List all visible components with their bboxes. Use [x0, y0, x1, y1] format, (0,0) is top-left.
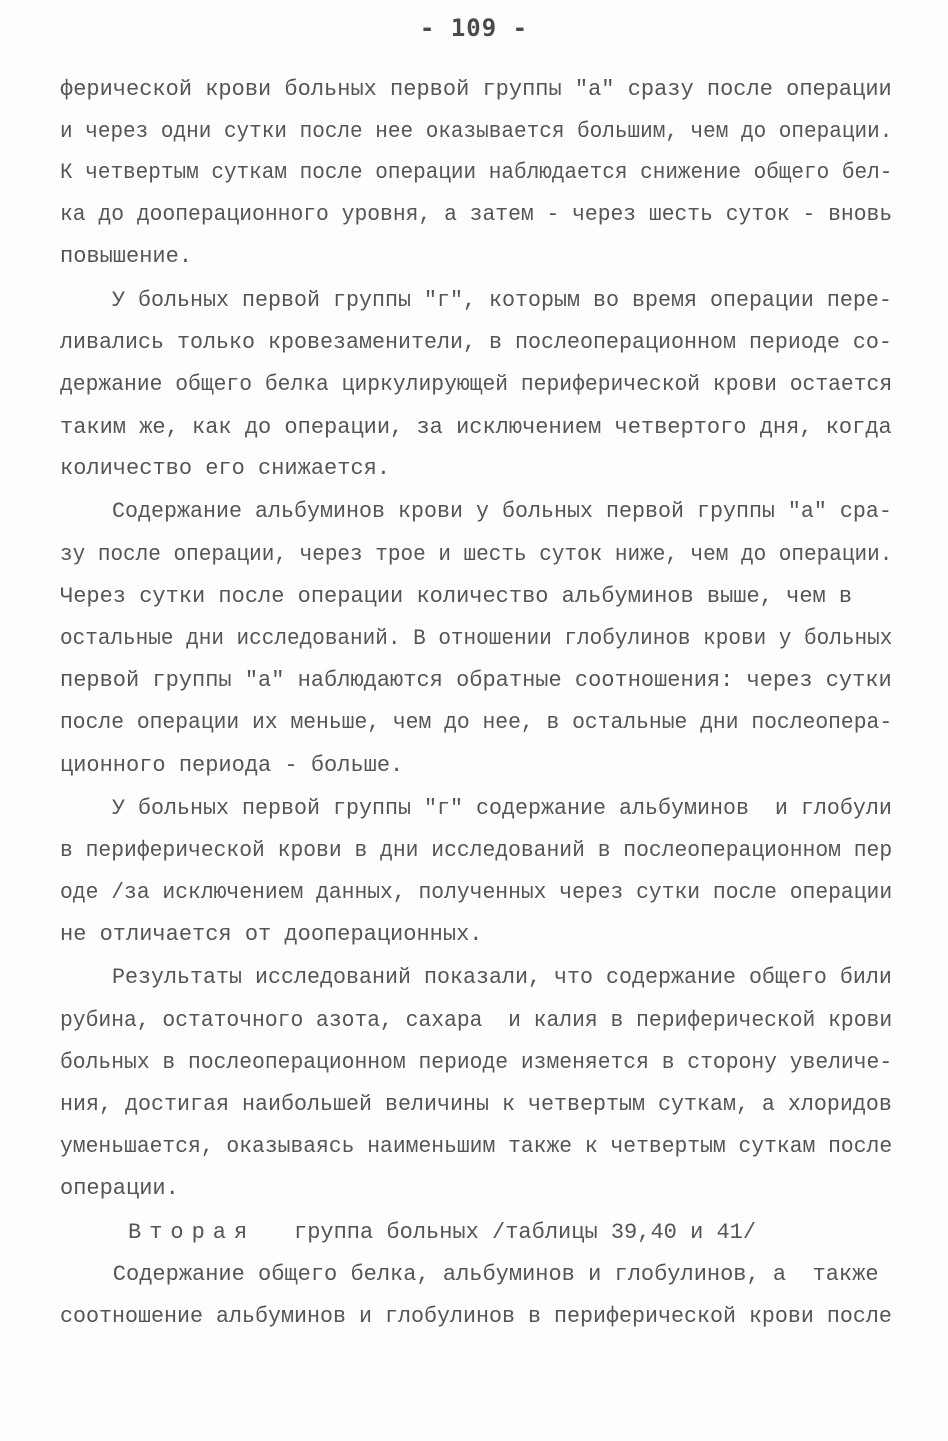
- text-line: У больных первой группы "г", которым во время операции пере-: [60, 288, 892, 313]
- text-line: ния, достигая наибольшей величины к четвертым суткам, а хлоридов: [60, 1092, 892, 1117]
- text-line: уменьшается, оказываясь наименьшим также к четвертым суткам после: [60, 1134, 893, 1159]
- text-line: К четвертым суткам после операции наблюдается снижение общего бел-: [60, 160, 893, 185]
- text-line: зу после операции, через трое и шесть суток ниже, чем до операции.: [60, 542, 893, 567]
- text-line: остальные дни исследований. В отношении глобулинов крови у больных: [60, 626, 893, 651]
- text-line: не отличается от дооперационных.: [60, 922, 483, 947]
- page-number: - 109 -: [419, 14, 529, 42]
- text-line: и через одни сутки после нее оказывается большим, чем до операции.: [60, 119, 893, 144]
- text-line: после операции их меньше, чем до нее, в остальные дни послеопера-: [60, 710, 893, 735]
- text-line: количество его снижается.: [60, 456, 391, 481]
- text-line: таким же, как до операции, за исключением четвертого дня, когда: [60, 415, 892, 440]
- text-line: ка до дооперационного уровня, а затем - через шесть суток - вновь: [60, 202, 893, 227]
- text-line: ционного периода - больше.: [60, 753, 404, 778]
- text-line: Результаты исследований показали, что содержание общего били: [60, 965, 892, 990]
- text-line: операции.: [60, 1176, 179, 1201]
- text-line: соотношение альбуминов и глобулинов в периферической крови после: [60, 1304, 892, 1329]
- section-heading: группа больных /таблицы 39,40 и 41/: [294, 1220, 757, 1245]
- text-line: Содержание общего белка, альбуминов и глобулинов, а также: [60, 1262, 879, 1287]
- text-line: держание общего белка циркулирующей периферической крови остается: [60, 372, 893, 397]
- text-line: в периферической крови в дни исследований в послеоперационном пер: [60, 838, 893, 863]
- text-line: ливались только кровезаменители, в послеоперационном периоде со-: [60, 330, 892, 355]
- text-line: оде /за исключением данных, полученных через сутки после операции: [60, 880, 893, 905]
- text-line: ферической крови больных первой группы "а" сразу после операции: [60, 77, 892, 102]
- text-line: У больных первой группы "г" содержание альбуминов и глобули: [60, 796, 892, 821]
- text-line: больных в послеоперационном периоде изменяется в сторону увеличе-: [60, 1050, 893, 1075]
- text-line: повышение.: [60, 244, 193, 269]
- text-line: рубина, остаточного азота, сахара и калия в периферической крови: [60, 1008, 893, 1033]
- text-line: первой группы "а" наблюдаются обратные соотношения: через сутки: [60, 668, 892, 693]
- section-heading-spaced: Вторая: [128, 1220, 256, 1245]
- text-line: Содержание альбуминов крови у больных первой группы "а" сра-: [60, 499, 892, 524]
- text-line: Через сутки после операции количество альбуминов выше, чем в: [60, 584, 853, 609]
